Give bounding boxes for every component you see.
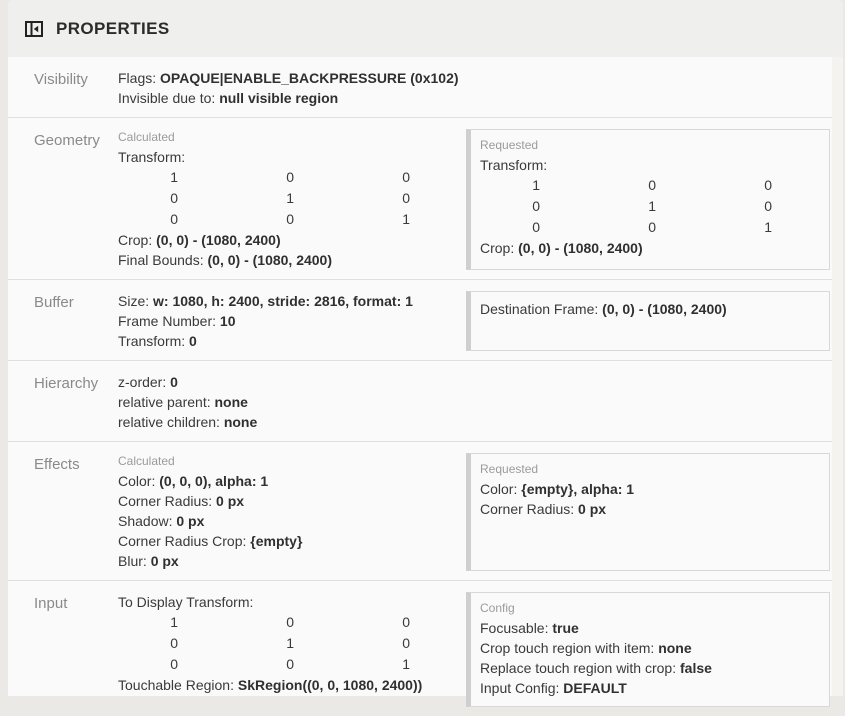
section-title-buffer: Buffer [34,294,74,311]
property-row [118,68,466,88]
property-row [118,491,466,511]
property-row [118,88,466,108]
property-key: relative parent: [118,394,211,410]
group-label-requested: Requested [480,462,539,476]
property-row [118,291,466,311]
property-key: Touchable Region: [118,677,234,693]
section-title-input: Input [34,595,68,612]
property-value: (0, 0) - (1080, 2400) [156,232,281,248]
matrix-cell: 0 [286,614,294,630]
property-key: Transform: [118,333,186,349]
section-title-geometry: Geometry [34,132,100,149]
property-value: (0, 0) - (1080, 2400) [518,240,643,256]
matrix-cell: 0 [402,635,410,651]
property-value: null visible region [219,90,339,106]
group-label-calculated: Calculated [118,454,175,468]
matrix-cell: 0 [402,190,410,206]
property-key: Flags: [118,70,157,86]
group-label-config: Config [480,601,515,615]
matrix-cell: 1 [286,635,294,651]
property-key: Blur: [118,553,147,569]
property-key: Destination Frame: [480,301,599,317]
property-value: {empty} [250,533,303,549]
transform-matrix [480,175,819,238]
property-key: Final Bounds: [118,252,204,268]
matrix-cell: 0 [170,190,178,206]
property-key: Corner Radius Crop: [118,533,247,549]
property-value: none [223,414,258,430]
property-row [118,551,466,571]
property-value: 0 [189,333,197,349]
property-value: 0 px [150,553,179,569]
matrix-cell: 1 [532,177,540,193]
requested-group [466,291,830,351]
property-key: Replace touch region with crop: [480,660,677,676]
matrix-cell: 1 [402,656,410,672]
matrix-cell: 0 [648,219,656,235]
property-key: Size: [118,293,150,309]
property-key: Color: [118,473,156,489]
property-key: Frame Number: [118,313,217,329]
property-key: Crop: [118,232,153,248]
property-row [480,238,819,258]
property-value: 0 [170,374,178,390]
section-title-effects: Effects [34,456,80,473]
matrix-cell: 1 [170,614,178,630]
property-row [480,638,819,658]
transform-label: Transform: [480,157,548,173]
property-key: Invisible due to: [118,90,216,106]
requested-group [466,129,830,270]
scrollbar-track[interactable] [832,57,843,696]
matrix-cell: 1 [286,190,294,206]
property-key: Color: [480,481,518,497]
matrix-cell: 0 [648,177,656,193]
properties-panel [8,0,843,696]
matrix-cell: 1 [648,198,656,214]
matrix-cell: 0 [286,211,294,227]
property-key: Input Config: [480,680,560,696]
property-value: (0, 0) - (1080, 2400) [207,252,333,268]
property-row [480,678,819,698]
panel-collapse-icon [22,17,46,41]
group-label-calculated: Calculated [118,130,175,144]
transform-matrix [118,167,466,230]
group-label-requested: Requested [480,138,539,152]
property-row [118,372,466,392]
property-key: Crop touch region with item: [480,640,655,656]
property-row [480,618,819,638]
property-key: Corner Radius: [118,493,213,509]
matrix-cell: 0 [402,614,410,630]
property-row [118,392,466,412]
property-key: relative children: [118,414,220,430]
matrix-cell: 0 [764,198,772,214]
panel-title: PROPERTIES [56,18,170,38]
property-row [118,331,466,351]
section-geometry [8,117,833,279]
property-value: 10 [219,313,236,329]
property-row [118,412,466,432]
matrix-cell: 0 [764,177,772,193]
panel-toggle-button[interactable] [17,12,51,46]
matrix-cell: 0 [170,635,178,651]
property-value: false [680,660,712,676]
property-row [118,471,466,491]
property-key: z-order: [118,374,167,390]
property-row [118,511,466,531]
matrix-cell: 0 [170,211,178,227]
section-hierarchy [8,360,833,441]
property-value: {empty}, alpha: 1 [521,481,635,497]
property-row [480,479,819,499]
property-value: OPAQUE|ENABLE_BACKPRESSURE (0x102) [160,70,459,86]
property-row [118,230,466,250]
properties-header [8,0,843,57]
property-row [480,658,819,678]
section-visibility [8,57,833,117]
matrix-cell: 0 [402,169,410,185]
transform-label: To Display Transform: [118,594,254,610]
property-key: Corner Radius: [480,501,575,517]
property-value: 0 px [176,513,205,529]
matrix-cell: 1 [764,219,772,235]
matrix-cell: 0 [532,198,540,214]
section-buffer [8,279,833,360]
matrix-cell: 0 [170,656,178,672]
property-value: true [552,620,579,636]
property-value: (0, 0) - (1080, 2400) [602,301,727,317]
property-row [118,311,466,331]
properties-sections [8,57,843,716]
requested-group [466,453,830,571]
property-row [118,675,466,695]
property-value: SkRegion((0, 0, 1080, 2400)) [237,677,423,693]
property-key: Shadow: [118,513,173,529]
property-value: w: 1080, h: 2400, stride: 2816, format: 1 [153,293,413,309]
property-value: none [214,394,248,410]
property-value: (0, 0, 0), alpha: 1 [159,473,269,489]
property-value: 0 px [578,501,607,517]
config-group [466,592,830,707]
property-row [480,499,819,519]
section-title-visibility: Visibility [34,71,88,88]
section-title-hierarchy: Hierarchy [34,375,99,392]
section-effects [8,441,833,580]
transform-matrix [118,612,466,675]
property-value: DEFAULT [563,680,627,696]
property-key: Focusable: [480,620,549,636]
transform-label: Transform: [118,149,186,165]
matrix-cell: 1 [402,211,410,227]
matrix-cell: 0 [532,219,540,235]
property-value: 0 px [216,493,245,509]
matrix-cell: 0 [286,169,294,185]
property-row [118,250,466,270]
matrix-cell: 0 [286,656,294,672]
property-value: none [658,640,692,656]
matrix-cell: 1 [170,169,178,185]
property-key: Crop: [480,240,515,256]
property-row [118,531,466,551]
property-row [480,299,819,319]
